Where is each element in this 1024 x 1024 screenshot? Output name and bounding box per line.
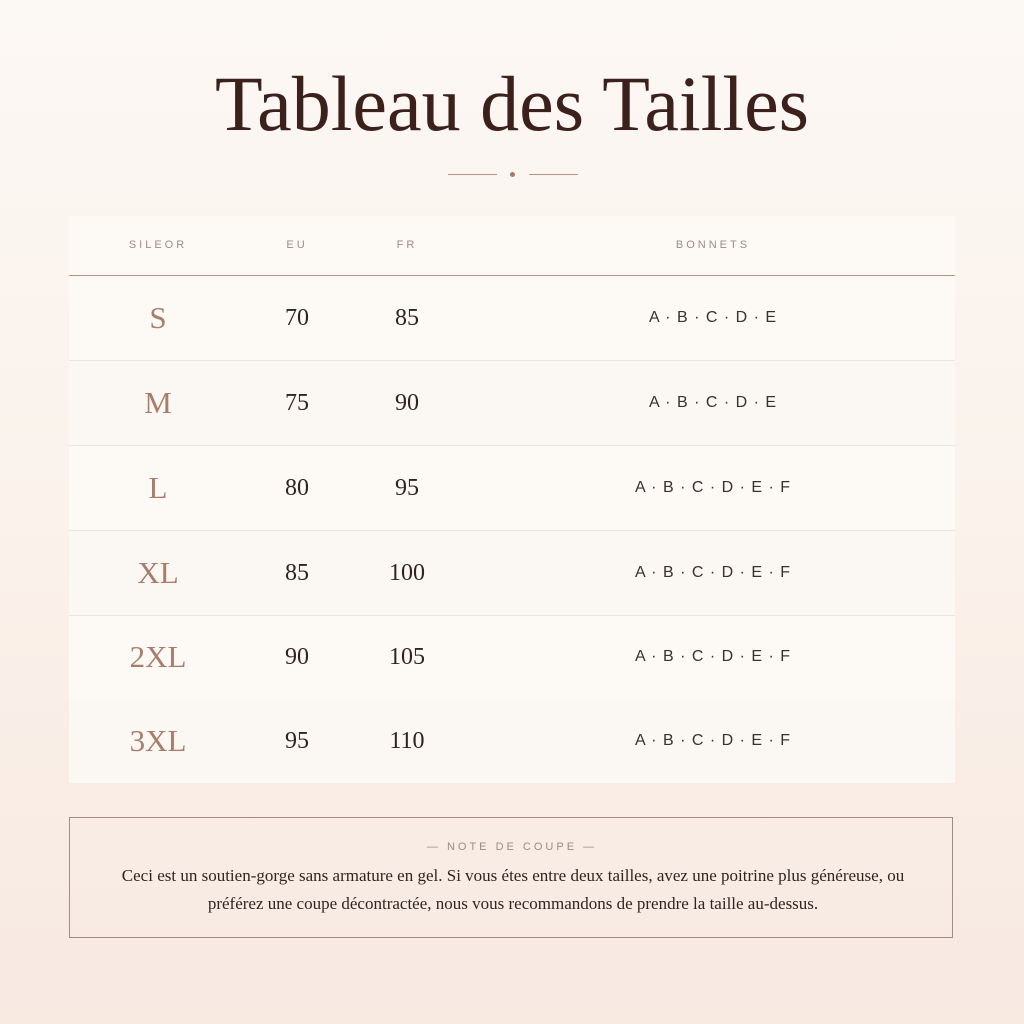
fr-cell: 90 xyxy=(395,390,419,416)
header-fr: FR xyxy=(396,239,418,251)
table-row xyxy=(69,276,955,361)
eu-cell: 75 xyxy=(285,390,309,416)
header-eu: EU xyxy=(286,239,308,251)
fr-cell: 105 xyxy=(389,644,425,670)
size-cell: 2XL xyxy=(129,639,187,674)
table-header-row xyxy=(69,216,955,276)
ornament-dot-icon xyxy=(510,172,515,177)
fr-cell: 100 xyxy=(389,560,425,586)
eu-cell: 95 xyxy=(285,728,309,754)
cups-cell: A · B · C · D · E xyxy=(648,309,778,326)
fr-cell: 85 xyxy=(395,305,419,331)
size-cell: XL xyxy=(137,555,179,590)
cups-cell: A · B · C · D · E · F xyxy=(634,564,792,581)
cups-cell: A · B · C · D · E · F xyxy=(634,479,792,496)
title-ornament-divider xyxy=(448,168,578,182)
table-row xyxy=(69,531,955,616)
header-cups: BONNETS xyxy=(675,239,751,251)
fr-cell: 110 xyxy=(389,728,425,754)
eu-cell: 90 xyxy=(285,644,309,670)
table-row xyxy=(69,615,955,700)
table-row xyxy=(69,699,955,783)
fit-note-text: Ceci est un soutien-gorge sans armature en gel. Si vous étes entre deux tailles, avez une poitrine plus généreuse, ou préférez une coupe décontractée, nous vous recommandons de prendre la taille au-dessus. xyxy=(121,866,905,913)
size-cell: L xyxy=(148,470,168,505)
size-table xyxy=(69,216,955,783)
page-title: Tableau des Tailles xyxy=(214,60,810,147)
eu-cell: 80 xyxy=(285,475,309,501)
eu-cell: 70 xyxy=(285,305,309,331)
cups-cell: A · B · C · D · E xyxy=(648,394,778,411)
ornament-line-left xyxy=(448,174,497,175)
table-row xyxy=(69,446,955,531)
header-size: SILEOR xyxy=(128,239,188,251)
table-row xyxy=(69,361,955,446)
eu-cell: 85 xyxy=(285,560,309,586)
ornament-line-right xyxy=(529,174,578,175)
fr-cell: 95 xyxy=(395,475,419,501)
fit-note-box xyxy=(69,817,953,938)
fit-note-label: — NOTE DE COUPE — xyxy=(426,841,598,853)
cups-cell: A · B · C · D · E · F xyxy=(634,732,792,749)
size-cell: S xyxy=(149,300,167,335)
size-cell: 3XL xyxy=(129,723,187,758)
cups-cell: A · B · C · D · E · F xyxy=(634,648,792,665)
size-cell: M xyxy=(144,385,172,420)
